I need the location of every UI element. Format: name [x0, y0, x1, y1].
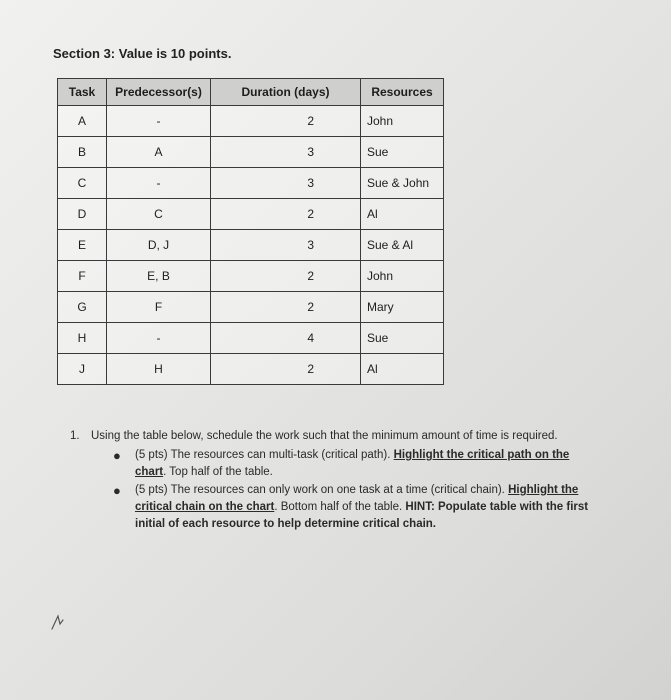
- table-row: [58, 230, 444, 261]
- cell-duration: 3: [211, 230, 361, 261]
- question-bullets: [70, 447, 600, 533]
- cell-task: F: [58, 261, 107, 292]
- pen-scribble-icon: [49, 612, 65, 632]
- instructions: [70, 428, 600, 534]
- cell-predecessor: D, J: [107, 230, 211, 261]
- cell-predecessor: -: [107, 323, 211, 354]
- header-predecessors: Predecessor(s): [107, 79, 211, 106]
- bullet-text: (5 pts) The resources can multi-task (critical path).: [135, 449, 394, 461]
- cell-duration: 2: [211, 199, 361, 230]
- cell-predecessor: -: [107, 168, 211, 199]
- table-row: [58, 354, 444, 385]
- highlight-instruction: Highlight the critical path on the chart: [135, 449, 570, 478]
- cell-predecessor: E, B: [107, 261, 211, 292]
- cell-duration: 3: [211, 137, 361, 168]
- task-table: [57, 78, 444, 385]
- cell-duration: 2: [211, 354, 361, 385]
- bullet-critical-path: [113, 447, 600, 481]
- cell-resources: John: [361, 261, 444, 292]
- cell-duration: 2: [211, 261, 361, 292]
- hint-text: HINT: Populate table with the first initial of each resource to help determine critical chain.: [135, 501, 589, 530]
- question-text: Using the table below, schedule the work such that the minimum amount of time is required.: [91, 430, 558, 442]
- question-1: [70, 428, 600, 445]
- question-number: 1.: [70, 430, 80, 442]
- table-header-row: [58, 79, 444, 106]
- cell-task: A: [58, 106, 107, 137]
- cell-duration: 2: [211, 292, 361, 323]
- cell-resources: Sue: [361, 323, 444, 354]
- section-title: Section 3: Value is 10 points.: [53, 46, 232, 61]
- cell-resources: Sue: [361, 137, 444, 168]
- bullet-text-end: . Top half of the table.: [163, 466, 273, 478]
- bullet-icon: ●: [113, 483, 121, 498]
- header-resources: Resources: [361, 79, 444, 106]
- cell-resources: Sue & Al: [361, 230, 444, 261]
- cell-task: B: [58, 137, 107, 168]
- cell-predecessor: H: [107, 354, 211, 385]
- header-duration: Duration (days): [211, 79, 361, 106]
- cell-duration: 2: [211, 106, 361, 137]
- table-row: [58, 323, 444, 354]
- cell-task: G: [58, 292, 107, 323]
- cell-duration: 3: [211, 168, 361, 199]
- cell-task: C: [58, 168, 107, 199]
- highlight-instruction: Highlight the critical chain on the chart: [135, 484, 579, 513]
- bullet-text: (5 pts) The resources can only work on one task at a time (critical chain).: [135, 484, 509, 496]
- table-row: [58, 168, 444, 199]
- cell-predecessor: A: [107, 137, 211, 168]
- cell-resources: Sue & John: [361, 168, 444, 199]
- cell-resources: John: [361, 106, 444, 137]
- cell-task: E: [58, 230, 107, 261]
- table-row: [58, 199, 444, 230]
- cell-predecessor: -: [107, 106, 211, 137]
- table-row: [58, 261, 444, 292]
- cell-predecessor: C: [107, 199, 211, 230]
- bullet-text-end: . Bottom half of the table.: [274, 501, 406, 513]
- cell-resources: Al: [361, 354, 444, 385]
- cell-task: H: [58, 323, 107, 354]
- bullet-critical-chain: [113, 482, 600, 533]
- table-row: [58, 137, 444, 168]
- cell-task: D: [58, 199, 107, 230]
- table-row: [58, 106, 444, 137]
- table-row: [58, 292, 444, 323]
- cell-predecessor: F: [107, 292, 211, 323]
- cell-resources: Mary: [361, 292, 444, 323]
- bullet-icon: ●: [113, 448, 121, 463]
- cell-task: J: [58, 354, 107, 385]
- cell-resources: Al: [361, 199, 444, 230]
- cell-duration: 4: [211, 323, 361, 354]
- header-task: Task: [58, 79, 107, 106]
